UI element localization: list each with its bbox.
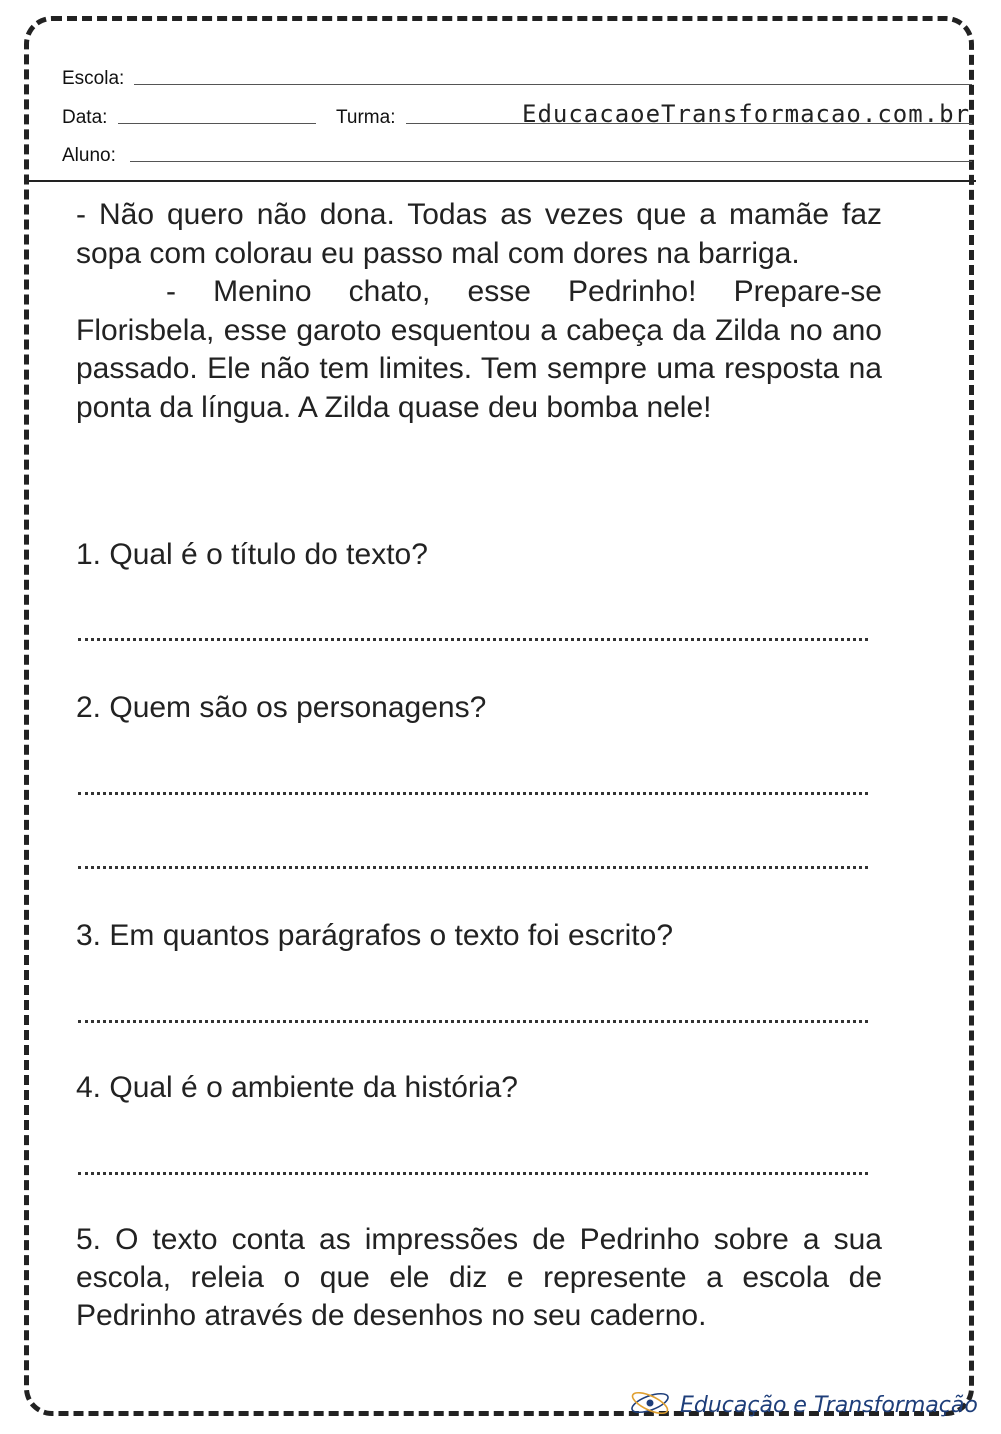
question-1: 1. Qual é o título do texto? [76,538,428,571]
question-3: 3. Em quantos parágrafos o texto foi escrito? [76,919,673,952]
story-paragraph-1: - Não quero não dona. Todas as vezes que a mamãe faz sopa com colorau eu passo mal com dores na barriga. [76,198,882,270]
question-4: 4. Qual é o ambiente da história? [76,1071,518,1104]
footer-brand [628,1386,978,1425]
header-separator [26,180,976,182]
website-watermark: EducacaoeTransformacao.com.br [522,100,971,128]
atom-logo-icon [628,1386,672,1425]
story-text [76,196,882,427]
question-5: 5. O texto conta as impressões de Pedrinho sobre a sua escola, releia o que ele diz e represente a escola de Pedrinho através de desenhos no seu caderno. [76,1223,882,1332]
school-label: Escola: [62,68,125,89]
student-label: Aluno: [62,145,116,166]
answer-line-2a[interactable] [78,788,868,795]
date-field-line[interactable] [118,123,316,124]
student-field-line[interactable] [130,161,972,162]
question-2: 2. Quem são os personagens? [76,691,487,724]
answer-line-3[interactable] [78,1016,868,1023]
class-label: Turma: [336,107,396,128]
answer-line-4[interactable] [78,1168,868,1175]
date-label: Data: [62,107,108,128]
school-field-line[interactable] [134,84,972,85]
footer-brand-text: Educação e Transformação [680,1393,978,1418]
answer-line-1[interactable] [78,634,868,641]
answer-line-2b[interactable] [78,862,868,869]
story-paragraph-2: - Menino chato, esse Pedrinho! Prepare-se Florisbela, esse garoto esquentou a cabeça da Zilda no ano passado. Ele não tem limites. Tem sempre uma resposta na ponta da língua. A Zilda quase deu bomba nele! [76,275,882,424]
